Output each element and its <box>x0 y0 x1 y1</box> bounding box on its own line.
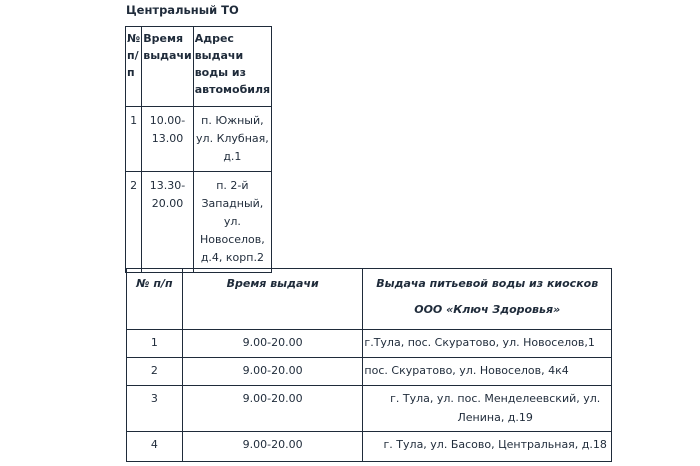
header-address: Адрес выдачи воды из автомобиля <box>193 27 271 107</box>
table-row <box>127 386 612 432</box>
cell-address: п. Южный, ул. Клубная, д.1 <box>193 107 271 172</box>
cell-time: 9.00-20.00 <box>182 432 363 462</box>
cell-number: 4 <box>127 432 183 462</box>
cell-time: 9.00-20.00 <box>182 358 363 386</box>
section-heading: Центральный ТО <box>126 3 239 17</box>
table-row <box>126 107 272 172</box>
cell-time: 9.00-20.00 <box>182 386 363 432</box>
table-row <box>127 330 612 358</box>
table-header-row <box>127 269 612 330</box>
cell-number: 2 <box>127 358 183 386</box>
cell-address: г. Тула, ул. пос. Менделеевский, ул. Ленина, д.19 <box>363 386 612 432</box>
header-address: Выдача питьевой воды из киосков ООО «Ключ Здоровья» <box>363 269 612 330</box>
cell-address: пос. Скуратово, ул. Новоселов, 4к4 <box>363 358 612 386</box>
cell-address: г. Тула, ул. Басово, Центральная, д.18 <box>363 432 612 462</box>
water-truck-schedule-table <box>125 26 272 273</box>
header-number: № п/п <box>126 27 142 107</box>
table-header-row <box>126 27 272 107</box>
header-number: № п/п <box>127 269 183 330</box>
cell-number: 1 <box>127 330 183 358</box>
header-time: Время выдачи <box>142 27 193 107</box>
header-time: Время выдачи <box>182 269 363 330</box>
cell-number: 3 <box>127 386 183 432</box>
cell-time: 13.30-20.00 <box>142 172 193 273</box>
cell-address: г.Тула, пос. Скуратово, ул. Новоселов,1 <box>363 330 612 358</box>
table-row <box>127 432 612 462</box>
cell-time: 10.00-13.00 <box>142 107 193 172</box>
cell-time: 9.00-20.00 <box>182 330 363 358</box>
table-row <box>126 172 272 273</box>
cell-number: 1 <box>126 107 142 172</box>
cell-number: 2 <box>126 172 142 273</box>
cell-address: п. 2-й Западный, ул. Новоселов, д.4, корп.2 <box>193 172 271 273</box>
water-kiosk-schedule-table <box>126 268 612 462</box>
table-row <box>127 358 612 386</box>
